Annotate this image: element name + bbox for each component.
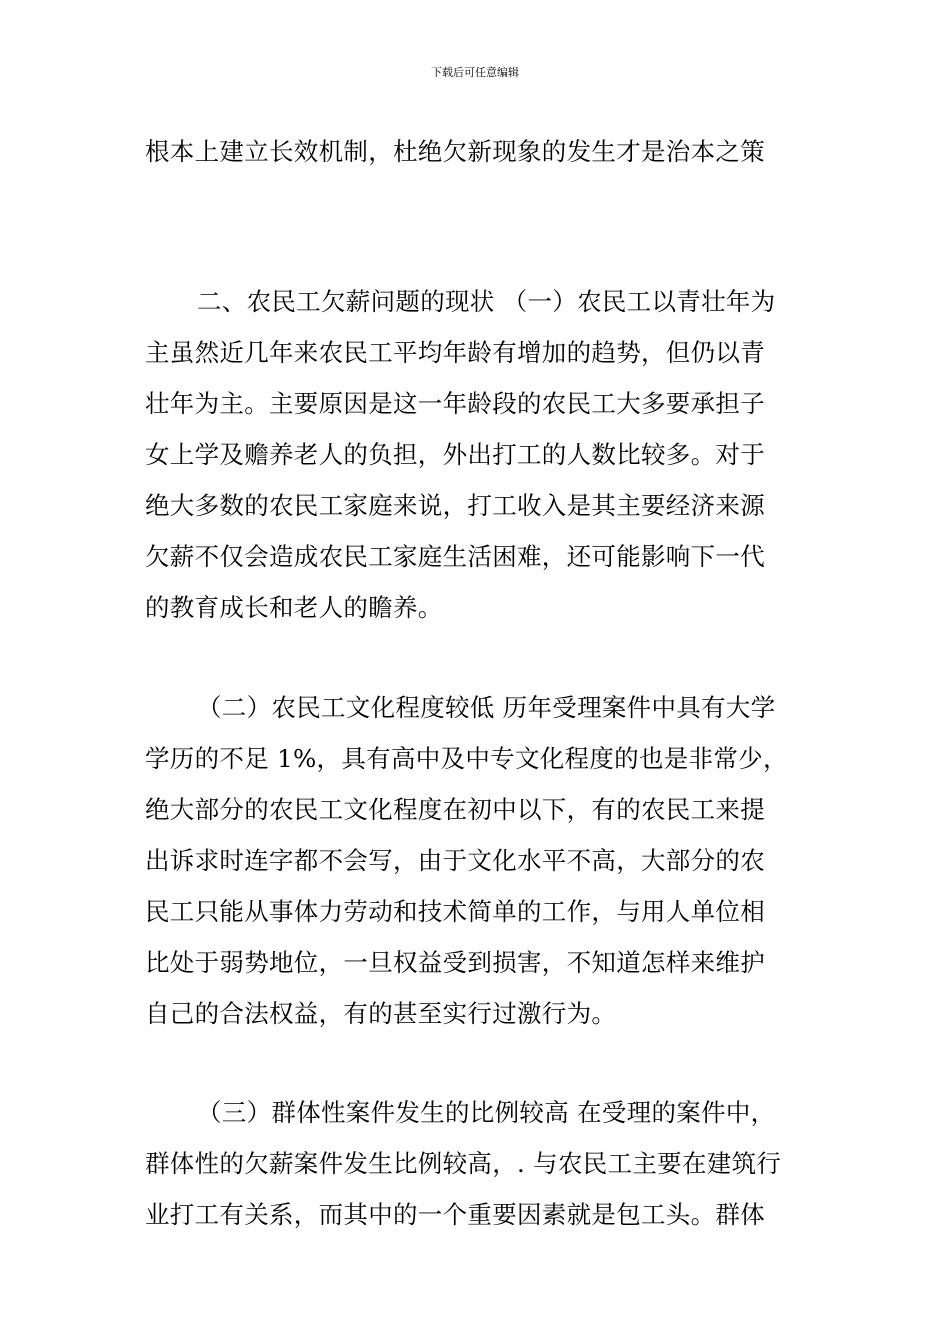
- text-line: 绝大多数的农民工家庭来说，打工收入是其主要经济来源: [145, 491, 765, 520]
- text-line: 群体性的欠薪案件发生比例较高，. 与农民工主要在建筑行: [145, 1149, 782, 1178]
- text-line: 欠薪不仅会造成农民工家庭生活困难，还可能影响下一代: [145, 542, 765, 571]
- text-line: 业打工有关系，而其中的一个重要因素就是包工头。群体: [145, 1200, 765, 1229]
- text-line: 学历的不足 1%，具有高中及中专文化程度的也是非常少，: [145, 744, 788, 773]
- text-line: 的教育成长和老人的瞻养。: [145, 593, 443, 622]
- section-heading-line: 二、农民工欠薪问题的现状 （一）农民工以青壮年为: [197, 287, 776, 316]
- subsection-line: （三）群体性案件发生的比例较高 在受理的案件中，: [197, 1098, 776, 1127]
- page-header-note: 下载后可任意编辑: [431, 66, 519, 79]
- text-line: 比处于弱势地位，一旦权益受到损害，不知道怎样来维护: [145, 948, 765, 977]
- text-line: 自己的合法权益，有的甚至实行过激行为。: [145, 999, 617, 1028]
- text-line: 民工只能从事体力劳动和技术简单的工作，与用人单位相: [145, 897, 765, 926]
- text-line: 女上学及赡养老人的负担，外出打工的人数比较多。对于: [145, 440, 765, 469]
- subsection-line: （二）农民工文化程度较低 历年受理案件中具有大学: [197, 693, 776, 722]
- text-line: 绝大部分的农民工文化程度在初中以下，有的农民工来提: [145, 795, 765, 824]
- text-line: 主虽然近几年来农民工平均年龄有增加的趋势，但仍以青: [145, 338, 765, 367]
- text-line: 出诉求时连字都不会写，由于文化水平不高，大部分的农: [145, 846, 765, 875]
- text-line: 根本上建立长效机制，杜绝欠新现象的发生才是治本之策: [145, 137, 765, 166]
- text-line: 壮年为主。主要原因是这一年龄段的农民工大多要承担子: [145, 389, 765, 418]
